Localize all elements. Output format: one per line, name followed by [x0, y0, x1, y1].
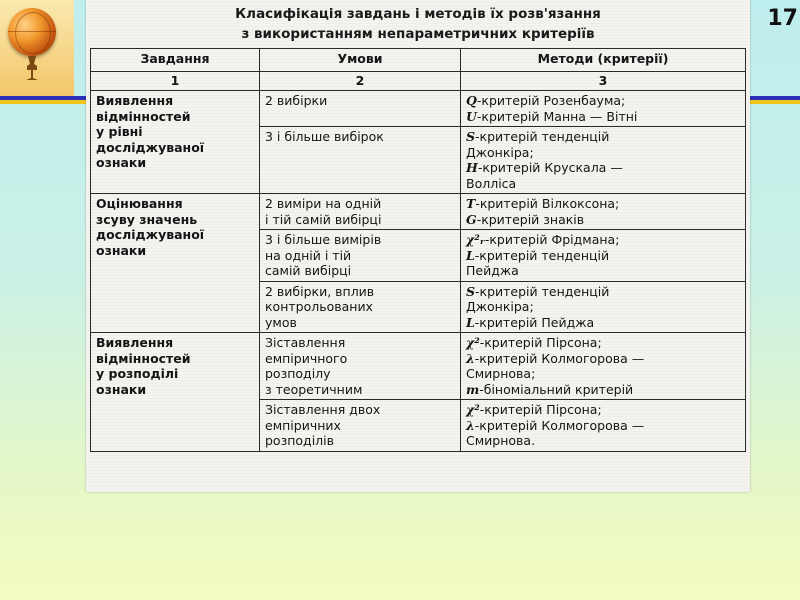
- column-number: 2: [260, 72, 461, 91]
- method-line: [466, 366, 740, 382]
- condition-line: розподілу: [265, 366, 331, 381]
- condition-line: на одній і тій: [265, 247, 352, 263]
- globe-stand-icon: [26, 56, 38, 80]
- method-text: Смирнова;: [466, 366, 536, 381]
- task-line: ознаки: [96, 381, 147, 397]
- method-line: [466, 232, 740, 248]
- condition-line: 3 і більше вибірок: [265, 129, 384, 144]
- criterion-symbol: G: [466, 211, 477, 227]
- globe-icon: [8, 8, 56, 56]
- method-text: -критерій тенденцій: [475, 283, 610, 299]
- method-line: [466, 402, 740, 418]
- method-line: [466, 315, 740, 331]
- header-row: [91, 49, 746, 72]
- method-line: [466, 212, 740, 228]
- methods-cell: [461, 194, 746, 230]
- table-row: [91, 194, 746, 230]
- criterion-symbol: m: [466, 381, 480, 397]
- criterion-symbol: λ: [466, 350, 475, 366]
- methods-cell: [461, 333, 746, 400]
- column-number-row: [91, 72, 746, 91]
- condition-line: 3 і більше вимірів: [265, 232, 382, 247]
- condition-line: емпіричного: [265, 350, 348, 366]
- scanned-document: [86, 0, 750, 492]
- method-line: [466, 145, 740, 161]
- criterion-symbol: S: [466, 129, 476, 144]
- condition-line: 2 вибірки: [265, 93, 328, 108]
- method-line: [466, 176, 740, 192]
- column-number: 3: [461, 72, 746, 91]
- method-text: Смирнова.: [466, 433, 536, 448]
- method-text: -критерій тенденцій: [475, 129, 610, 144]
- method-line: [466, 248, 740, 264]
- condition-line: контрольованих: [265, 299, 373, 314]
- method-text: -критерій Пейджа: [474, 314, 595, 330]
- method-line: [466, 109, 740, 125]
- condition-line: розподілів: [265, 433, 334, 448]
- header-task: Завдання: [91, 49, 260, 72]
- condition-line: 2 вибірки, вплив: [265, 283, 375, 299]
- condition-line: умов: [265, 314, 297, 330]
- task-line: Виявлення: [96, 335, 174, 350]
- methods-cell: [461, 230, 746, 282]
- task-cell: [91, 333, 260, 452]
- condition-cell: [260, 281, 461, 333]
- method-text: -критерій Колмогорова —: [474, 417, 645, 433]
- condition-cell: [260, 400, 461, 452]
- criterion-symbol: λ: [466, 417, 475, 433]
- criteria-table: [90, 48, 746, 452]
- method-text: Джонкіра;: [466, 144, 534, 160]
- method-line: [466, 160, 740, 176]
- task-line: у розподілі: [96, 366, 179, 381]
- criterion-symbol: Q: [466, 93, 477, 108]
- task-cell: [91, 194, 260, 333]
- page-number: 17: [767, 6, 798, 31]
- header-conditions: Умови: [260, 49, 461, 72]
- method-line: [466, 382, 740, 398]
- criterion-symbol: χ²: [466, 402, 480, 417]
- method-line: [466, 93, 740, 109]
- methods-cell: [461, 91, 746, 127]
- method-line: [466, 284, 740, 300]
- method-line: [466, 351, 740, 367]
- methods-cell: [461, 127, 746, 194]
- criterion-symbol: L: [466, 314, 475, 330]
- condition-line: Зіставлення: [265, 335, 346, 350]
- method-text: -критерій Пірсона;: [479, 402, 602, 417]
- method-text: Джонкіра;: [466, 299, 534, 314]
- condition-line: 2 виміри на одній: [265, 196, 382, 211]
- criterion-symbol: S: [466, 283, 476, 299]
- condition-cell: [260, 333, 461, 400]
- method-text: -критерій Манна — Вітні: [476, 108, 638, 124]
- criterion-symbol: T: [466, 196, 476, 211]
- criterion-symbol: χ²ᵣ: [466, 232, 485, 247]
- task-cell: [91, 91, 260, 194]
- title-line-1: Класифікація завдань і методів їх розв'язання: [235, 6, 601, 22]
- method-line: [466, 196, 740, 212]
- condition-cell: [260, 230, 461, 282]
- method-text: -критерій Розенбаума;: [476, 93, 626, 108]
- method-text: Пейджа: [466, 263, 519, 278]
- task-line: ознаки: [96, 242, 147, 258]
- method-text: -критерій знаків: [476, 211, 585, 227]
- methods-cell: [461, 400, 746, 452]
- condition-cell: [260, 194, 461, 230]
- method-line: [466, 335, 740, 351]
- method-text: -критерій Пірсона;: [479, 335, 602, 350]
- logo: [0, 0, 74, 96]
- task-line: зсуву значень: [96, 211, 198, 227]
- condition-line: і тій самій вибірці: [265, 211, 382, 227]
- header-methods: Методи (критерії): [461, 49, 746, 72]
- task-line: Виявлення: [96, 93, 174, 108]
- condition-line: самій вибірці: [265, 263, 352, 278]
- column-number: 1: [91, 72, 260, 91]
- condition-cell: [260, 127, 461, 194]
- condition-cell: [260, 91, 461, 127]
- method-line: [466, 129, 740, 145]
- title-line-2: з використанням непараметричних критеріїв: [241, 26, 595, 42]
- criterion-symbol: H: [466, 160, 478, 175]
- criterion-symbol: L: [466, 247, 475, 263]
- method-text: Волліса: [466, 175, 517, 191]
- task-line: відмінностей: [96, 350, 191, 366]
- condition-line: емпіричних: [265, 417, 341, 433]
- method-line: [466, 418, 740, 434]
- method-line: [466, 433, 740, 449]
- methods-cell: [461, 281, 746, 333]
- condition-line: Зіставлення двох: [265, 402, 381, 417]
- task-line: досліджуваної: [96, 139, 205, 155]
- criterion-symbol: χ²: [466, 335, 480, 350]
- method-text: -критерій Вілкоксона;: [475, 196, 620, 211]
- method-text: -біноміальний критерій: [479, 381, 634, 397]
- condition-line: з теоретичним: [265, 381, 363, 397]
- task-line: у рівні: [96, 124, 143, 139]
- table-row: [91, 333, 746, 400]
- method-text: -критерій Фрідмана;: [484, 232, 620, 247]
- criterion-symbol: U: [466, 108, 477, 124]
- method-line: [466, 263, 740, 279]
- method-line: [466, 299, 740, 315]
- table-row: [91, 91, 746, 127]
- method-text: -критерій Колмогорова —: [474, 350, 645, 366]
- task-line: ознаки: [96, 155, 147, 170]
- method-text: -критерій Крускала —: [477, 160, 623, 175]
- task-line: досліджуваної: [96, 227, 205, 242]
- table-body: [91, 91, 746, 452]
- task-line: відмінностей: [96, 108, 191, 124]
- document-title: [86, 4, 750, 44]
- method-text: -критерій тенденцій: [474, 247, 610, 263]
- task-line: Оцінювання: [96, 196, 183, 211]
